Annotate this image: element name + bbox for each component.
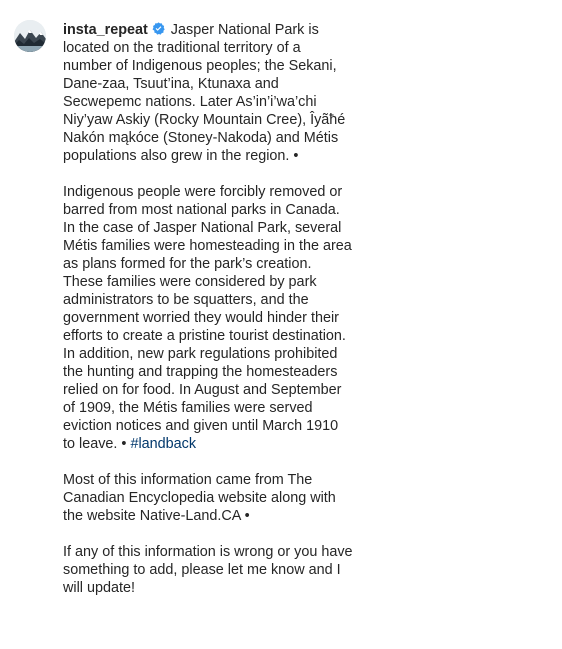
- caption-paragraph-4-text: If any of this information is wrong or you have something to add, please let me know and I will update!: [63, 544, 353, 596]
- caption-text: [63, 21, 353, 597]
- mountain-landscape-avatar-icon: [14, 20, 46, 52]
- caption-paragraph-2: [63, 183, 353, 453]
- caption-paragraph-1-text: Jasper National Park is located on the traditional territory of a number of Indigenous peoples; the Sekani, Dane-zaa, Tsuut’ina, Ktunaxa and Secwepemc nations. Later As’in’i’wa’chi Niy’yaw Askiy (Rocky Mountain Cree), Îyãħé Nakón mąkóce (Stoney-Nakoda) and Métis populations also grew in the region. •: [63, 22, 346, 164]
- caption-paragraph-3: [63, 471, 353, 525]
- verified-badge-icon: [152, 22, 165, 35]
- hashtag-link-landback[interactable]: #landback: [130, 436, 197, 452]
- avatar[interactable]: [14, 20, 46, 52]
- caption-paragraph-4: [63, 543, 353, 597]
- caption-paragraph-1: [63, 21, 353, 165]
- caption-paragraph-3-text: Most of this information came from The Canadian Encyclopedia website along with the website Native-Land.CA •: [63, 472, 336, 524]
- username-link[interactable]: insta_repeat: [63, 22, 148, 38]
- caption-paragraph-2-text: Indigenous people were forcibly removed or barred from most national parks in Canada. In the case of Jasper National Park, several Métis families were homesteading in the area as plans formed for the park’s creation. These families were considered by park administrators to be squatters, and the government worried they would hinder their efforts to create a pristine tourist destination. In addition, new park regulations prohibited the hunting and trapping the homesteaders relied on for food. In August and September of 1909, the Métis families were served eviction notices and given until March 1910 to leave. •: [63, 184, 352, 452]
